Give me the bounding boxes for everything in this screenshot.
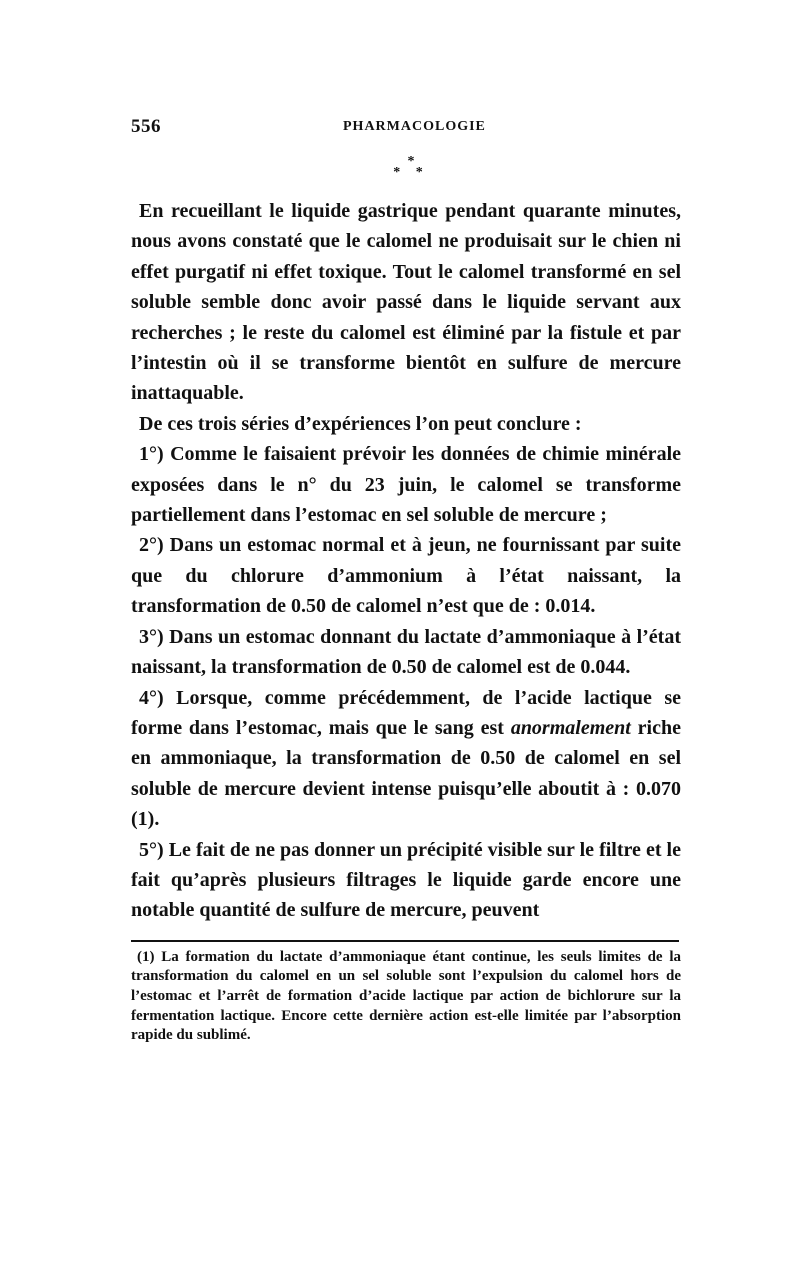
paragraph-2: De ces trois séries d’expériences l’on peut conclure : <box>139 412 582 435</box>
footnote <box>131 948 681 1046</box>
paragraph-1: En recueillant le liquide gastrique pendant quarante minutes, nous avons constaté que le calomel ne produisait sur le chien ni effet purgatif ni effet toxique. Tout le calomel transformé en sel soluble semble donc avoir passé dans le liquide servant aux recherches ; le reste du calomel est éliminé par la fistule et par l’intestin où il se transforme bientôt en sulfure de mercure inattaquable. <box>131 200 681 405</box>
conclusion-4-text-start: 4°) Lorsque, comme précédemment, de l’acide lactique se forme dans l’estomac, mais que le sang est <box>131 686 681 739</box>
running-head <box>131 110 681 144</box>
conclusion-3: 3°) Dans un estomac donnant du lactate d’ammoniaque à l’état naissant, la transformation de 0.50 de calomel est de 0.044. <box>131 625 681 679</box>
conclusion-4-emphasis: anormalement <box>510 716 631 739</box>
page-number: 556 <box>131 116 161 137</box>
footnote-text: La formation du lactate d’ammoniaque étant continue, les seuls limites de la transformation du calomel en un sel soluble sont l’expulsion du calomel hors de l’estomac et l’arrêt de formation d’acide lactique par action de bichlorure sur la fermentation lactique. Encore cette dernière action est-elle limitée par l’absorption rapide du sublimé. <box>131 948 682 1044</box>
body-text <box>131 196 681 926</box>
asterism-ornament <box>141 156 681 196</box>
running-title: PHARMACOLOGIE <box>343 119 486 134</box>
conclusion-5: 5°) Le fait de ne pas donner un précipité visible sur le filtre et le fait qu’après plusieurs filtrages le liquide garde encore une notable quantité de sulfure de mercure, peuvent <box>131 838 681 922</box>
conclusion-4-text-end: riche en ammoniaque, la transformation de 0.50 de calomel en sel soluble de mercure devient intense puisqu’elle aboutit à : 0.070 (1). <box>131 716 681 831</box>
conclusion-1: 1°) Comme le faisaient prévoir les données de chimie minérale exposées dans le n° du 23 juin, le calomel se transforme partiellement dans l’estomac en sel soluble de mercure ; <box>131 443 681 527</box>
conclusion-2: 2°) Dans un estomac normal et à jeun, ne fournissant par suite que du chlorure d’ammonium à l’état naissant, la transformation de 0.50 de calomel n’est que de : 0.014. <box>131 534 681 618</box>
footnote-divider <box>131 940 679 942</box>
conclusion-4 <box>131 683 681 835</box>
footnote-mark: (1) <box>137 948 155 965</box>
book-page <box>131 110 681 1046</box>
asterism-top: * <box>407 154 415 169</box>
asterism-bottom: * * <box>393 165 429 180</box>
